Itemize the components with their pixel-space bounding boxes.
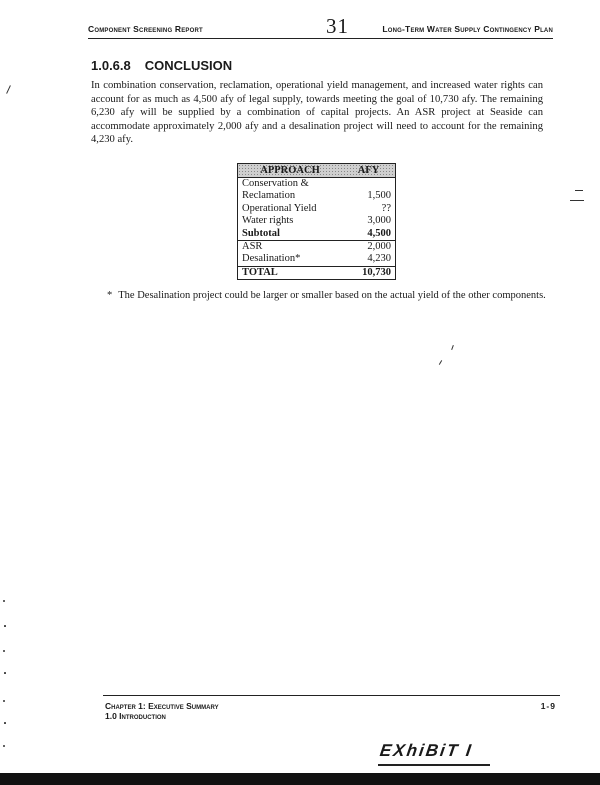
header-plan-name: Long-Term Water Supply Contingency Plan <box>382 24 553 34</box>
header-approach: APPROACH <box>260 165 320 176</box>
row-label: Desalination* <box>242 253 301 265</box>
table-row <box>238 241 395 253</box>
table-header <box>238 164 395 178</box>
row-value: 10,730 <box>362 266 391 278</box>
row-value: 2,000 <box>367 241 391 253</box>
row-value: ?? <box>381 202 391 214</box>
row-value: 1,500 <box>367 190 391 202</box>
footer-page-number: 1-9 <box>540 701 556 711</box>
row-value: 4,230 <box>367 253 391 265</box>
section-number: 1.0.6.8 <box>91 58 131 73</box>
table-row <box>238 178 395 190</box>
footnote-star: * <box>107 290 113 301</box>
footer-rule <box>103 695 560 696</box>
header-report-name: Component Screening Report <box>88 24 203 34</box>
table-row <box>238 203 395 215</box>
row-label: Reclamation <box>242 190 296 202</box>
exhibit-underline <box>378 764 490 766</box>
pen-stroke-mark <box>451 345 454 350</box>
total-row <box>238 266 395 279</box>
table-row <box>238 253 395 265</box>
row-label: Operational Yield <box>242 202 317 214</box>
row-label: TOTAL <box>242 266 278 278</box>
pen-stroke-mark <box>439 360 442 365</box>
row-value: 3,000 <box>367 215 391 227</box>
row-value: 4,500 <box>367 227 391 239</box>
supply-table <box>237 163 396 280</box>
scan-bottom-edge <box>0 773 600 785</box>
header-afy: AFY <box>357 165 380 176</box>
subtotal-row <box>238 228 395 241</box>
handwritten-exhibit-label: EXhiBiT I <box>378 741 475 760</box>
scan-margin-marks <box>0 0 10 785</box>
page-header <box>88 16 553 39</box>
footer-chapter: Chapter 1: Executive Summary <box>105 701 219 711</box>
table-row <box>238 190 395 202</box>
row-label: ASR <box>242 241 263 253</box>
section-title: CONCLUSION <box>144 58 233 73</box>
footnote <box>107 290 546 301</box>
pen-stroke-mark <box>575 190 583 191</box>
section-heading <box>91 58 232 73</box>
header-page-marker: 31 <box>326 14 349 38</box>
row-label: Conservation & <box>242 178 309 189</box>
row-label: Water rights <box>242 215 294 227</box>
conclusion-paragraph: In combination conservation, reclamation, operational yield management, and increased water rights can account for as much as 4,500 afy of legal supply, towards meeting the goal of 10,730 afy. The remaining 6,230 afy will be supplied by a combination of capital projects. An ASR project at Seaside can accommodate approximately 2,000 afy and a desalination project will need to account for the remaining 4,230 afy. <box>91 80 543 146</box>
table-row <box>238 215 395 227</box>
row-label: Subtotal <box>242 227 280 239</box>
pen-stroke-mark <box>570 200 584 201</box>
footnote-text: The Desalination project could be larger or smaller based on the actual yield of the other components. <box>118 290 546 301</box>
footer-section: 1.0 Introduction <box>105 711 166 721</box>
